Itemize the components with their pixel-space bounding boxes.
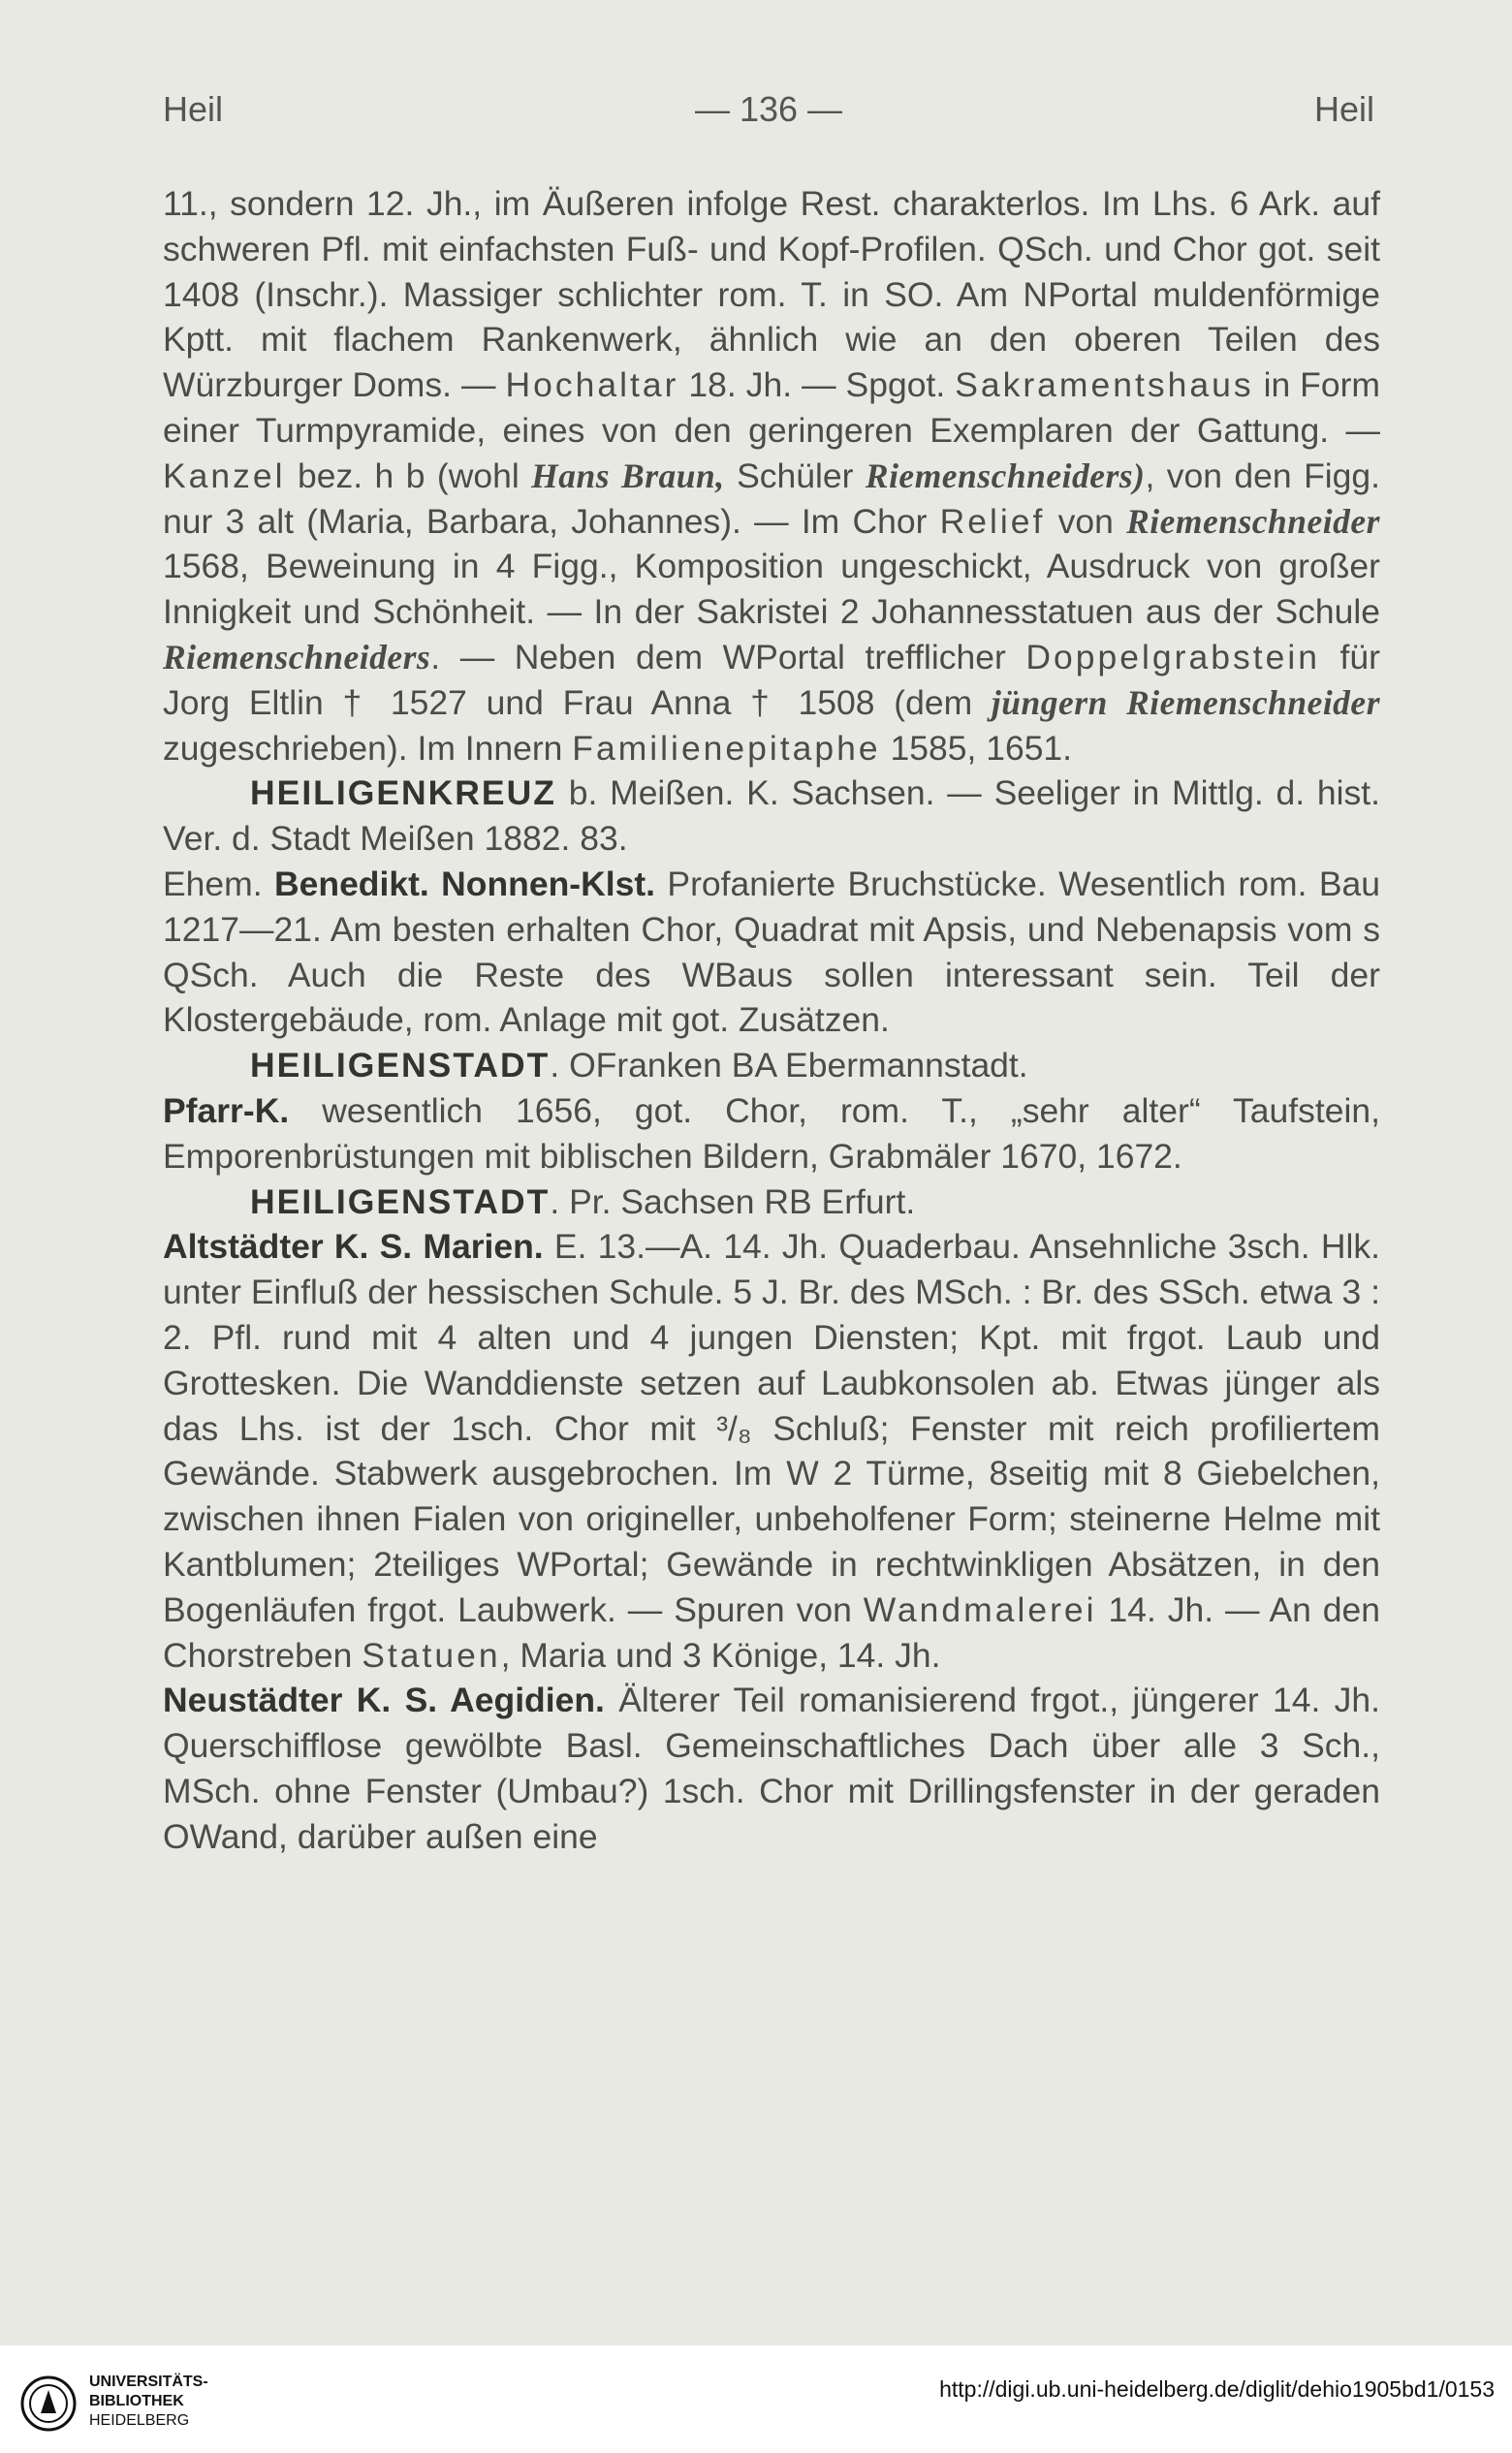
- entry-paragraph: [163, 770, 1380, 862]
- text-run: Schüler: [724, 456, 866, 495]
- entry-paragraph: [163, 1224, 1380, 1678]
- article-body: [163, 181, 1380, 1859]
- building-name: Altstädter K. S. Marien.: [163, 1227, 544, 1267]
- text-run: Ehem.: [163, 864, 274, 903]
- text-run: von: [1045, 501, 1127, 541]
- entry-paragraph: [163, 862, 1380, 1043]
- page-number: — 136 —: [694, 89, 843, 129]
- text-run: 11., sondern 12. Jh., im Äußeren infolge Rest. charakterlos. Im Lhs. 6 Ark. auf schweren Pfl. mit einfachsten Fuß- und Kopf-Profilen. QSch. und Chor got. seit 1408 (Inschr.). Massiger schlichter rom. T. in SO. Am NPortal muldenförmige Kptt. mit flachem Rankenwerk, ähnlich wie an den oberen Teilen des Würzburger Doms. —: [163, 184, 1380, 405]
- text-run: 18. Jh. — Spgot.: [678, 365, 956, 405]
- spaced-term: Doppelgrabstein: [1025, 637, 1320, 676]
- text-run: 1585, 1651.: [880, 728, 1073, 768]
- artist-name: jüngern Riemenschneider: [991, 682, 1381, 722]
- text-run: b. Meißen. K. Sachsen. — Seeliger in Mittlg. d. hist. Ver. d. Stadt Meißen 1882. 83.: [163, 773, 1380, 859]
- spaced-term: Kanzel: [163, 456, 286, 495]
- library-name-line: BIBLIOTHEK: [89, 2393, 184, 2409]
- text-run: für Jorg Eltlin † 1527 und Frau Anna † 1508 (dem: [163, 637, 1380, 722]
- text-run: , Maria und 3 Könige, 14. Jh.: [500, 1635, 941, 1675]
- artist-name: Hans Braun,: [531, 456, 725, 495]
- text-run: Schluß; Fenster mit reich profiliertem Gewände. Stabwerk ausgebrochen. Im W 2 Türme, 8seitig mit 8 Giebelchen, zwischen ihnen Fialen von origineller, unbeholfener Form; steinerne Helme mit Kantblumen; 2teiliges WPortal; Gewände in rechtwinkligen Absätzen, in den Bogenläufen frgot. Laubwerk. — Spuren von: [163, 1408, 1380, 1629]
- header-left-keyword: Heil: [163, 89, 224, 129]
- text-run: 14. Jh. — An den Chorstreben: [163, 1589, 1381, 1675]
- spaced-term: Wandmalerei: [863, 1589, 1097, 1629]
- building-name: Neustädter K. S. Aegidien.: [163, 1681, 605, 1720]
- fraction: ³/₈: [716, 1408, 752, 1448]
- text-run: Profanierte Bruchstücke. Wesentlich rom. Bau 1217—21. Am besten erhalten Chor, Quadrat mit Apsis, und Nebenapsis vom s QSch. Auch die Reste des WBaus sollen interessant sein. Teil der Klostergebäude, rom. Anlage mit got. Zusätzen.: [163, 864, 1380, 1040]
- artist-name: Riemenschneiders: [163, 637, 431, 676]
- text-run: bez. h b (wohl: [285, 456, 532, 495]
- entry-paragraph: [163, 1043, 1380, 1088]
- text-run: , von den Figg. nur 3 alt (Maria, Barbara, Johannes). — Im Chor: [163, 456, 1381, 541]
- spaced-term: Sakramentshaus: [955, 365, 1254, 405]
- text-run: . Pr. Sachsen RB Erfurt.: [550, 1181, 916, 1221]
- running-header: [163, 89, 1374, 143]
- text-run: zugeschrieben). Im Innern: [163, 728, 573, 768]
- university-seal-icon: [19, 2374, 78, 2433]
- text-run: Älterer Teil romanisierend frgot., jüngerer 14. Jh. Querschifflose gewölbte Basl. Gemeinschaftliches Dach über alle 3 Sch., MSch. ohne Fenster (Umbau?) 1sch. Chor mit Drillingsfenster in der geraden OWand, darüber außen eine: [163, 1681, 1380, 1856]
- source-url-link[interactable]: http://digi.ub.uni-heidelberg.de/diglit/dehio1905bd1/0153: [939, 2376, 1495, 2402]
- building-name: Pfarr-K.: [163, 1090, 290, 1130]
- artist-name: Riemenschneiders): [865, 456, 1146, 495]
- entry-paragraph: [163, 1179, 1380, 1225]
- spaced-term: Statuen: [362, 1635, 501, 1675]
- spaced-term: Relief: [939, 501, 1046, 541]
- library-name-line: UNIVERSITÄTS-: [89, 2374, 208, 2390]
- spaced-term: Familienepitaphe: [572, 728, 881, 768]
- header-right-keyword: Heil: [1313, 89, 1374, 129]
- place-heading: HEILIGENSTADT: [250, 1181, 551, 1221]
- entry-paragraph: [163, 181, 1380, 770]
- text-run: in Form einer Turmpyramide, eines von den geringeren Exemplaren der Gattung. —: [163, 365, 1381, 450]
- text-run: 1568, Beweinung in 4 Figg., Komposition ungeschickt, Ausdruck von großer Innigkeit und Schönheit. — In der Sakristei 2 Johannesstatuen aus der Schule: [163, 547, 1380, 632]
- entry-paragraph: [163, 1678, 1380, 1859]
- library-name-line: HEIDELBERG: [89, 2412, 190, 2429]
- text-run: E. 13.—A. 14. Jh. Quaderbau. Ansehnliche 3sch. Hlk. unter Einfluß der hessischen Schule. 5 J. Br. des MSch. : Br. des SSch. etwa 3 : 2. Pfl. rund mit 4 alten und 4 jungen Diensten; Kpt. mit frgot. Laub und Grottesken. Die Wanddienste setzen auf Laubkonsolen ab. Etwas jünger als das Lhs. ist der 1sch. Chor mit: [163, 1227, 1380, 1448]
- text-run: . OFranken BA Ebermannstadt.: [550, 1046, 1028, 1085]
- place-heading: HEILIGENKREUZ: [250, 773, 556, 813]
- text-run: . — Neben dem WPortal trefflicher: [430, 637, 1026, 676]
- building-name: Benedikt. Nonnen-Klst.: [274, 864, 656, 903]
- place-heading: HEILIGENSTADT: [250, 1046, 551, 1085]
- library-name: [89, 2373, 208, 2431]
- artist-name: Riemenschneider: [1126, 501, 1380, 541]
- spaced-term: Hochaltar: [505, 365, 679, 405]
- text-run: wesentlich 1656, got. Chor, rom. T., „sehr alter“ Taufstein, Emporenbrüstungen mit biblischen Bildern, Grabmäler 1670, 1672.: [163, 1090, 1380, 1176]
- entry-paragraph: [163, 1088, 1380, 1179]
- library-footer: [0, 2345, 1512, 2453]
